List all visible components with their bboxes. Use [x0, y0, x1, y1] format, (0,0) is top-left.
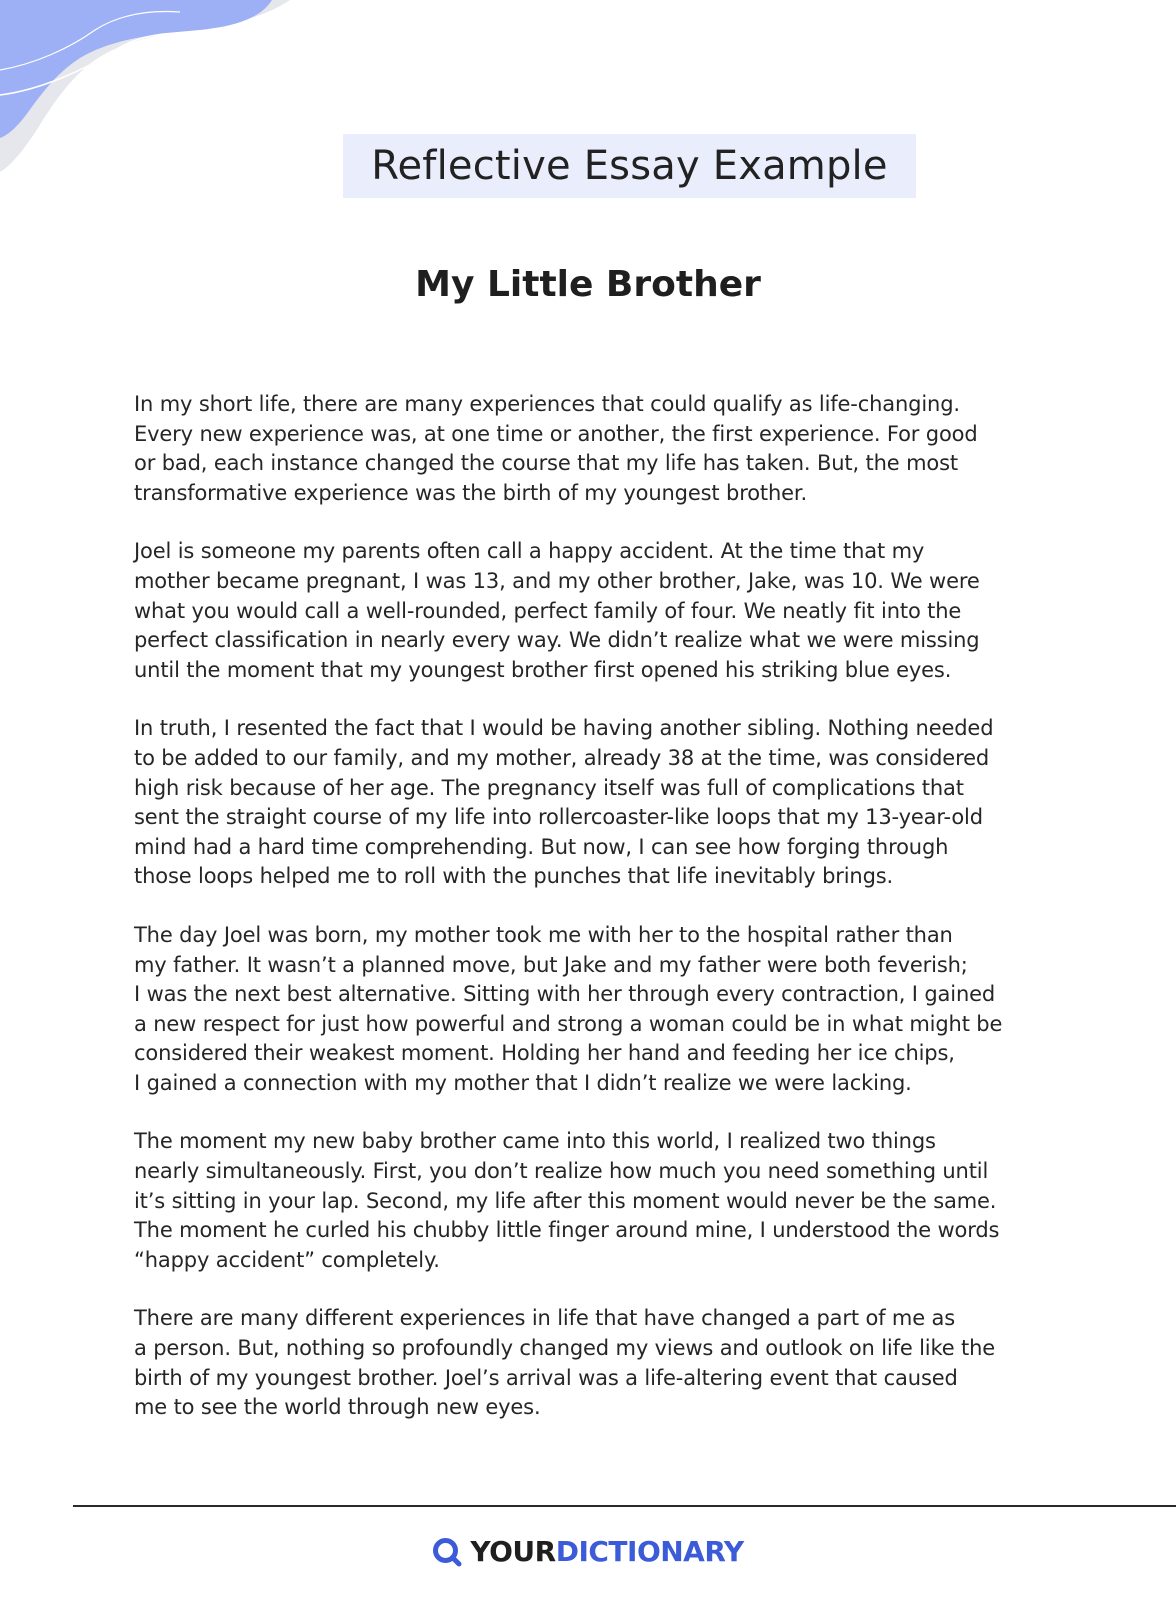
- paragraph-line: nearly simultaneously. First, you don’t realize how much you need something until: [134, 1159, 989, 1184]
- essay-paragraph: [134, 1304, 1164, 1422]
- paragraph-line: a new respect for just how powerful and strong a woman could be in what might be: [134, 1011, 1003, 1036]
- paragraph-line: I was the next best alternative. Sitting with her through every contraction, I gained: [134, 982, 996, 1007]
- paragraph-line: The moment my new baby brother came into this world, I realized two things: [134, 1129, 936, 1154]
- essay-body: [134, 390, 1164, 1452]
- paragraph-line: it’s sitting in your lap. Second, my life after this moment would never be the same.: [134, 1188, 997, 1213]
- paragraph-line: those loops helped me to roll with the punches that life inevitably brings.: [134, 864, 894, 889]
- paragraph-line: or bad, each instance changed the course that my life has taken. But, the most: [134, 451, 958, 476]
- essay-paragraph: [134, 714, 1164, 892]
- paragraph-line: In my short life, there are many experiences that could qualify as life-changing.: [134, 392, 960, 416]
- paragraph-line: The moment he curled his chubby little finger around mine, I understood the words: [134, 1218, 1000, 1243]
- paragraph-line: what you would call a well-rounded, perfect family of four. We neatly fit into the: [134, 598, 962, 623]
- paragraph-line: considered their weakest moment. Holding her hand and feeding her ice chips,: [134, 1041, 955, 1066]
- essay-paragraph: [134, 921, 1164, 1099]
- yourdictionary-logo[interactable]: [0, 1535, 1176, 1568]
- paragraph-line: transformative experience was the birth of my youngest brother.: [134, 480, 808, 505]
- paragraph-line: a person. But, nothing so profoundly changed my views and outlook on life like the: [134, 1336, 996, 1361]
- paragraph-line: my father. It wasn’t a planned move, but Jake and my father were both feverish;: [134, 952, 968, 977]
- paragraph-line: birth of my youngest brother. Joel’s arrival was a life-altering event that caused: [134, 1365, 958, 1390]
- paragraph-line: There are many different experiences in life that have changed a part of me as: [134, 1306, 956, 1331]
- logo-text-dictionary: DICTIONARY: [555, 1535, 744, 1568]
- paragraph-line: mother became pregnant, I was 13, and my other brother, Jake, was 10. We were: [134, 568, 980, 593]
- paragraph-line: I gained a connection with my mother that I didn’t realize we were lacking.: [134, 1070, 912, 1095]
- paragraph-line: to be added to our family, and my mother, already 38 at the time, was considered: [134, 745, 990, 770]
- document-title: Reflective Essay Example: [371, 143, 888, 189]
- essay-paragraph: [134, 537, 1164, 685]
- paragraph-line: sent the straight course of my life into rollercoaster-like loops that my 13-year-old: [134, 805, 983, 830]
- paragraph-line: “happy accident” completely.: [134, 1247, 440, 1272]
- essay-paragraph: [134, 390, 1164, 508]
- footer-divider: [73, 1505, 1176, 1507]
- corner-wave-decoration: [0, 0, 290, 180]
- paragraph-line: perfect classification in nearly every way. We didn’t realize what we were missing: [134, 628, 980, 653]
- paragraph-line: high risk because of her age. The pregnancy itself was full of complications that: [134, 775, 964, 800]
- logo-text-your: YOUR: [470, 1535, 556, 1568]
- title-banner: [343, 134, 916, 198]
- essay-paragraph: [134, 1127, 1164, 1275]
- paragraph-line: The day Joel was born, my mother took me with her to the hospital rather than: [134, 922, 953, 947]
- paragraph-line: until the moment that my youngest brother first opened his striking blue eyes.: [134, 657, 952, 682]
- logo-wordmark: [470, 1535, 743, 1568]
- essay-heading: My Little Brother: [415, 264, 761, 305]
- search-magnifier-icon: [432, 1537, 462, 1567]
- paragraph-line: Every new experience was, at one time or another, the first experience. For good: [134, 421, 978, 446]
- paragraph-line: In truth, I resented the fact that I would be having another sibling. Nothing needed: [134, 716, 994, 741]
- paragraph-line: mind had a hard time comprehending. But now, I can see how forging through: [134, 834, 949, 859]
- paragraph-line: Joel is someone my parents often call a happy accident. At the time that my: [134, 539, 925, 564]
- paragraph-line: me to see the world through new eyes.: [134, 1395, 541, 1420]
